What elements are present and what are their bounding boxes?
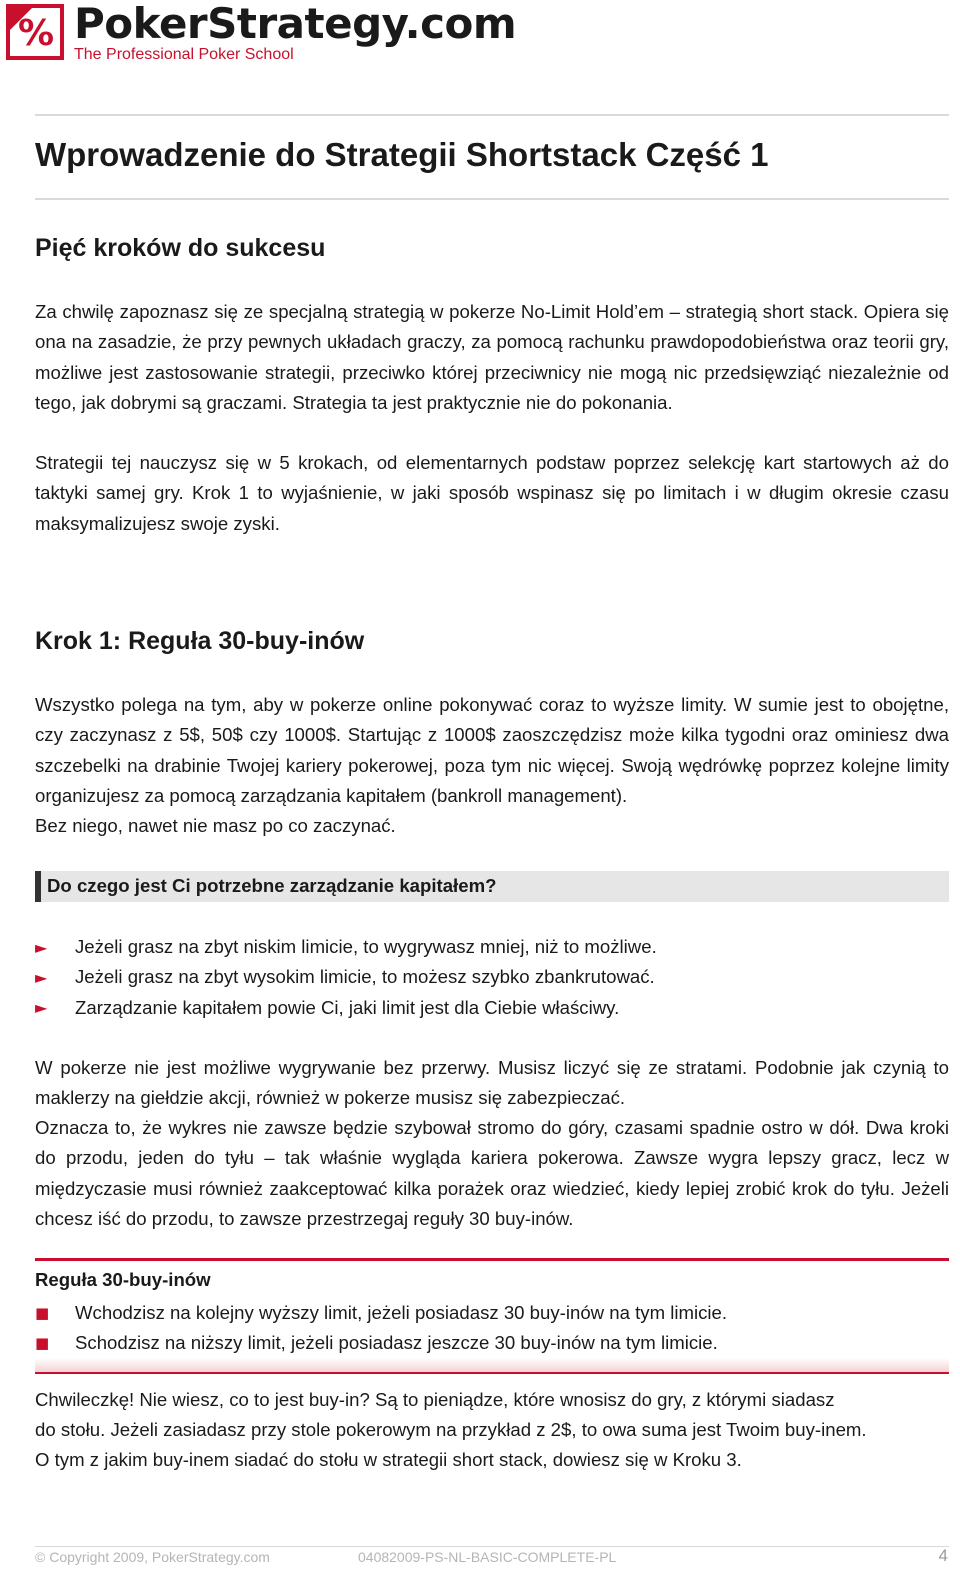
brand-name: PokerStrategy.com xyxy=(74,0,517,48)
title-divider xyxy=(35,198,949,200)
section-heading-five-steps: Pięć kroków do sukcesu xyxy=(35,234,326,262)
buyin-line-2: do stołu. Jeżeli zasiadasz przy stole pokerowym na przykład z 2$, to owa suma jest Twoim buy-inem. xyxy=(35,1419,867,1440)
intro-paragraph: Za chwilę zapoznasz się ze specjalną strategią w pokerze No-Limit Hold’em – strategią short stack. Opiera się ona na zasadzie, że przy pewnych układach graczy, za pomocą rachunku prawdopodobieństwa oraz teorii gry, możliwe jest zastosowanie strategii, przeciwko której przeciwnicy nie mogą nic przedsięwziąć niezależnie od tego, jak dobrymi są graczami. Strategia ta jest praktycznie nie do pokonania. xyxy=(35,301,949,413)
brand-tagline: The Professional Poker School xyxy=(74,46,294,63)
list-item-text: Jeżeli grasz na zbyt wysokim limicie, to możesz szybko zbankrutować. xyxy=(75,966,655,988)
losses-paragraph: W pokerze nie jest możliwe wygrywanie bez przerwy. Musisz liczyć się ze stratami. Podobnie jak czynią to maklerzy na giełdzie akcji, również w pokerze musisz się zabezpieczać. xyxy=(35,1057,949,1109)
callout-text: Do czego jest Ci potrzebne zarządzanie kapitałem? xyxy=(47,875,497,896)
list-item xyxy=(35,962,949,992)
rule-item xyxy=(35,1328,718,1358)
rule-item-text: Wchodzisz na kolejny wyższy limit, jeżeli posiadasz 30 buy-inów na tym limicie. xyxy=(75,1302,728,1323)
footer-divider xyxy=(35,1546,949,1547)
callout-box xyxy=(35,871,949,902)
rule-box-bottom-border xyxy=(35,1358,949,1374)
buyin-line-1: Chwileczkę! Nie wiesz, co to jest buy-in? Są to pieniądze, które wnosisz do gry, z którymi siadasz xyxy=(35,1389,835,1410)
triangle-right-icon: ► xyxy=(35,937,48,957)
steps-paragraph: Strategii tej nauczysz się w 5 krokach, od elementarnych podstaw poprzez selekcję kart startowych aż do taktyki samej gry. Krok 1 to wyjaśnienie, w jaki sposób wspinasz się po limitach i w długim okresie czasu maksymalizujesz swoje zyski. xyxy=(35,452,949,534)
header-divider xyxy=(35,114,949,116)
rule-box-title: Reguła 30-buy-inów xyxy=(35,1269,211,1290)
bankroll-paragraph: Wszystko polega na tym, aby w pokerze online pokonywać coraz to wyższe limity. W sumie jest to obojętne, czy zaczynasz z 5$, 50$ czy 1000$. Startując z 1000$ zaoszczędzisz może kilka tygodni oraz ominiesz dwa szczebelki na drabinie Twojej kariery pokerowej, poza tym nic więcej. Swoją wędrówkę poprzez kolejne limity organizujesz za pomocą zarządzania kapitałem (bankroll management). xyxy=(35,694,949,806)
career-paragraph: Oznacza to, że wykres nie zawsze będzie szybował stromo do góry, czasami spadnie ostro w dół. Dwa kroki do przodu, jeden do tyłu – tak właśnie wygląda kariera pokerowa. Zawsze wygra lepszy gracz, lecz w międzyczasie musi również zaakceptować kilka porażek oraz wiedzieć, kiedy lepiej zrobić krok do tyłu. Jeżeli chcesz iść do przodu, to zawsze przestrzegaj reguły 30 buy-inów. xyxy=(35,1117,949,1229)
list-item xyxy=(35,932,949,962)
square-icon: ■ xyxy=(35,1334,50,1352)
list-item xyxy=(35,993,949,1023)
rule-box xyxy=(35,1258,949,1370)
triangle-right-icon: ► xyxy=(35,967,48,987)
footer-copyright: © Copyright 2009, PokerStrategy.com xyxy=(35,1549,270,1565)
reasons-list xyxy=(35,932,949,1023)
page-title: Wprowadzenie do Strategii Shortstack Część 1 xyxy=(35,136,769,173)
section-heading-step1: Krok 1: Reguła 30-buy-inów xyxy=(35,627,365,655)
bankroll-paragraph-end: Bez niego, nawet nie masz po co zaczynać. xyxy=(35,815,396,836)
triangle-right-icon: ► xyxy=(35,998,48,1018)
list-item-text: Zarządzanie kapitałem powie Ci, jaki limit jest dla Ciebie właściwy. xyxy=(75,996,620,1018)
logo-glyph: % xyxy=(18,13,55,54)
rule-item xyxy=(35,1298,727,1328)
square-icon: ■ xyxy=(35,1304,50,1322)
site-logo xyxy=(6,0,517,64)
logo-mark-icon xyxy=(6,4,64,60)
list-item-text: Jeżeli grasz na zbyt niskim limicie, to wygrywasz mniej, niż to możliwe. xyxy=(75,936,657,958)
rule-item-text: Schodzisz na niższy limit, jeżeli posiadasz jeszcze 30 buy-inów na tym limicie. xyxy=(75,1332,718,1353)
buyin-line-3: O tym z jakim buy-inem siadać do stołu w strategii short stack, dowiesz się w Kroku 3. xyxy=(35,1449,742,1470)
page-number: 4 xyxy=(938,1546,948,1565)
footer-doc-id: 04082009-PS-NL-BASIC-COMPLETE-PL xyxy=(358,1549,617,1565)
logo-text xyxy=(74,0,517,64)
